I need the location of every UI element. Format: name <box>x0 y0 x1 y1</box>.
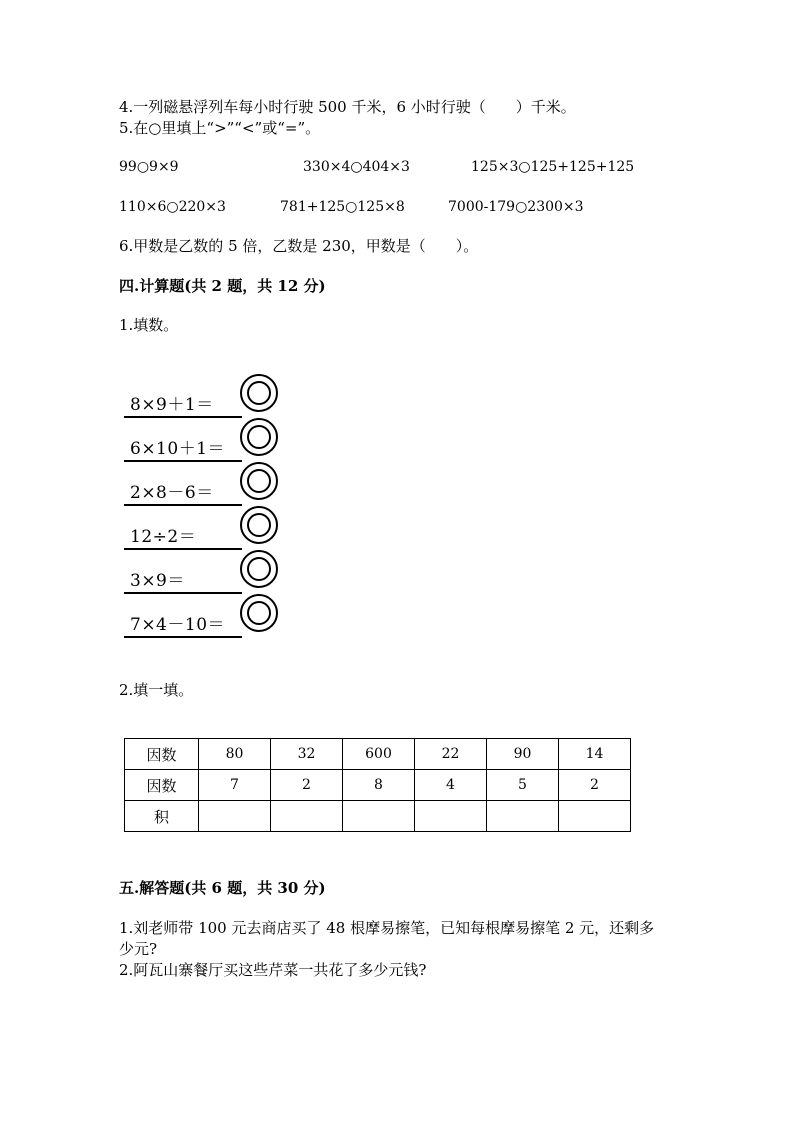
section-4-heading: 四.计算题(共 2 题，共 12 分) <box>119 277 326 295</box>
answer-cell[interactable] <box>559 801 631 832</box>
table-cell: 22 <box>415 739 487 770</box>
table-cell: 90 <box>487 739 559 770</box>
table-cell: 8 <box>343 770 415 801</box>
table-cell: 14 <box>559 739 631 770</box>
answer-cell[interactable] <box>199 801 271 832</box>
row-label: 积 <box>125 801 199 832</box>
compare-item: 99○9×9 <box>119 159 179 175</box>
table-cell: 7 <box>199 770 271 801</box>
answer-cell[interactable] <box>487 801 559 832</box>
answer-circle[interactable] <box>240 462 278 500</box>
calc-expression: 12÷2＝ <box>130 527 197 547</box>
calc-expression: 3×9＝ <box>130 571 185 591</box>
table-cell: 32 <box>271 739 343 770</box>
answer-circle-inner <box>247 557 271 581</box>
table-cell: 600 <box>343 739 415 770</box>
calc-row <box>124 462 284 506</box>
answer-circle-inner <box>247 469 271 493</box>
table-cell: 2 <box>559 770 631 801</box>
table-cell: 80 <box>199 739 271 770</box>
table-row <box>125 801 631 832</box>
row-label: 因数 <box>125 739 199 770</box>
answer-circle-inner <box>247 425 271 449</box>
calc-row <box>124 594 284 638</box>
compare-item: 330×4○404×3 <box>303 159 410 175</box>
compare-item: 7000-179○2300×3 <box>448 199 584 215</box>
question-6: 6.甲数是乙数的 5 倍，乙数是 230，甲数是（ ）。 <box>119 237 479 255</box>
question-5: 5.在○里填上“>”“<”或“=”。 <box>119 119 321 137</box>
calc-expression: 6×10＋1＝ <box>130 439 226 459</box>
answer-circle[interactable] <box>240 550 278 588</box>
calc-expression: 7×4－10＝ <box>130 615 226 635</box>
table-cell: 4 <box>415 770 487 801</box>
answer-cell[interactable] <box>271 801 343 832</box>
answer-circle[interactable] <box>240 594 278 632</box>
question-5-1-line-1: 1.刘老师带 100 元去商店买了 48 根摩易擦笔，已知每根摩易擦笔 2 元，还剩多 <box>119 919 655 937</box>
calc-row <box>124 374 284 418</box>
compare-item: 781+125○125×8 <box>280 199 405 215</box>
calc-underline <box>124 636 242 638</box>
calc-expression: 8×9＋1＝ <box>130 395 214 415</box>
question-5-1-line-2: 少元? <box>119 940 158 958</box>
table-cell: 2 <box>271 770 343 801</box>
section-5-heading: 五.解答题(共 6 题，共 30 分) <box>119 879 326 897</box>
answer-circle[interactable] <box>240 506 278 544</box>
factor-product-table <box>124 738 631 832</box>
calc-row <box>124 550 284 594</box>
answer-circle[interactable] <box>240 374 278 412</box>
answer-cell[interactable] <box>343 801 415 832</box>
answer-circle-inner <box>247 513 271 537</box>
row-label: 因数 <box>125 770 199 801</box>
table-cell: 5 <box>487 770 559 801</box>
question-4: 4.一列磁悬浮列车每小时行驶 500 千米，6 小时行驶（ ）千米。 <box>119 98 576 116</box>
compare-item: 110×6○220×3 <box>119 199 226 215</box>
answer-circle-inner <box>247 381 271 405</box>
question-5-2: 2.阿瓦山寨餐厅买这些芹菜一共花了多少元钱? <box>119 961 427 979</box>
table-row <box>125 770 631 801</box>
calc-expression: 2×8－6＝ <box>130 483 214 503</box>
answer-circle-inner <box>247 601 271 625</box>
answer-circle[interactable] <box>240 418 278 456</box>
sub-question-1: 1.填数。 <box>119 316 179 334</box>
calc-row <box>124 506 284 550</box>
sub-question-2: 2.填一填。 <box>119 681 194 699</box>
table-row <box>125 739 631 770</box>
answer-cell[interactable] <box>415 801 487 832</box>
calc-row <box>124 418 284 462</box>
compare-item: 125×3○125+125+125 <box>471 159 635 175</box>
